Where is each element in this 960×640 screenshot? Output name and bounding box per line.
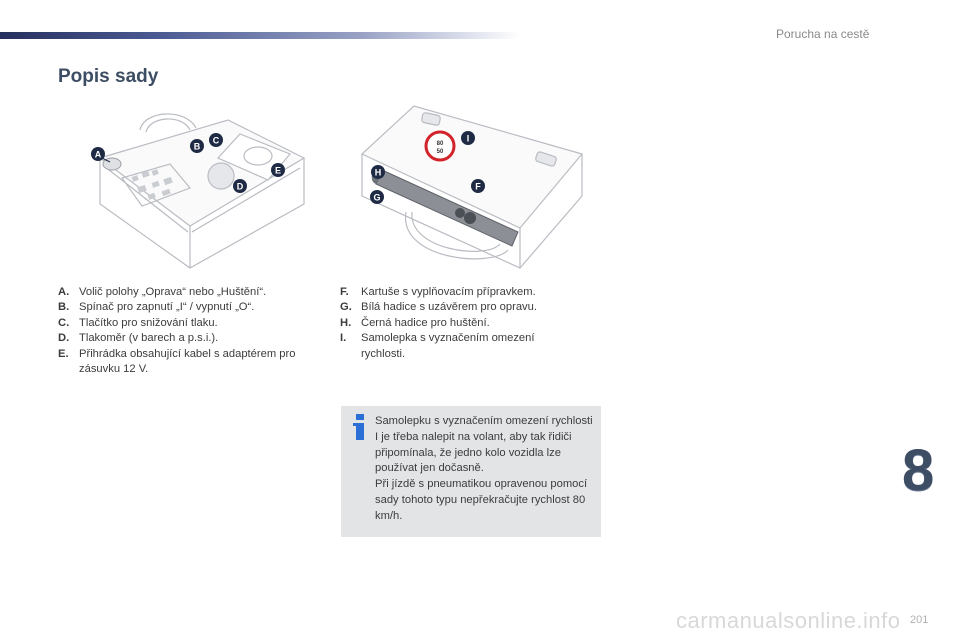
item-text: Černá hadice pro huštění. [361,316,490,329]
item-key: I. [340,332,347,345]
callout-a-label: A [94,149,102,160]
component-list-left [58,285,308,377]
item-key: E. [58,347,69,360]
callout-d-label: D [236,181,244,192]
kit-bottom-view-illustration [342,100,586,270]
callout-i-label: I [466,133,470,144]
item-text: Bílá hadice s uzávěrem pro opravu. [361,301,537,314]
component-list-right [340,285,580,362]
callout-f-label: F [475,181,481,192]
callout-g-label: G [373,192,381,203]
list-item [58,316,308,331]
page-number: 201 [910,614,929,626]
sticker-value-50: 50 [436,149,444,155]
item-text: Spínač pro zapnutí „I“ / vypnutí „O“. [79,301,255,314]
page-title: Popis sady [58,66,159,87]
info-icon [352,414,369,440]
callout-c-label: C [212,135,220,146]
sticker-value-80: 80 [436,141,444,147]
kit-top-view-illustration [78,108,308,272]
section-title: Porucha na cestě [776,27,870,41]
list-item [340,285,580,300]
list-item [58,300,308,315]
callout-e-label: E [274,165,282,176]
callout-h-label: H [374,167,382,178]
item-text: Kartuše s vyplňovacím přípravkem. [361,286,536,298]
item-key: A. [58,286,70,298]
item-text: Samolepka s vyznačením omezení rychlosti. [361,332,535,360]
item-key: G. [340,301,352,314]
item-text: Přihrádka obsahující kabel s adaptérem pro zásuvku 12 V. [79,347,296,376]
info-note-text: Samolepku s vyznačením omezení rychlosti I je třeba nalepit na volant, aby tak řidiči připomínala, že jedno kolo vozidla lze používat jen dočasně. Při jízdě s pneumatikou opravenou pomocí sady tohoto typu nepřekračujte rychlost 80 km/h. [375,415,593,522]
list-item [340,331,580,362]
item-key: B. [58,301,70,314]
item-key: H. [340,316,352,329]
list-item [58,347,308,378]
item-key: C. [58,316,70,329]
item-text: Volič polohy „Oprava“ nebo „Huštění“. [79,286,267,298]
item-text: Tlakoměr (v barech a p.s.i.). [79,332,219,345]
item-text: Tlačítko pro snižování tlaku. [79,316,218,329]
header-gradient-bar [0,32,520,39]
item-key: D. [58,332,70,345]
list-item [340,316,580,331]
list-item [58,285,308,300]
list-item [340,300,580,315]
item-key: F. [340,286,349,298]
watermark: carmanualsonline.info [676,608,901,633]
chapter-number: 8 [902,438,935,503]
list-item [58,331,308,346]
callout-b-label: B [193,141,201,152]
info-note [341,406,601,537]
